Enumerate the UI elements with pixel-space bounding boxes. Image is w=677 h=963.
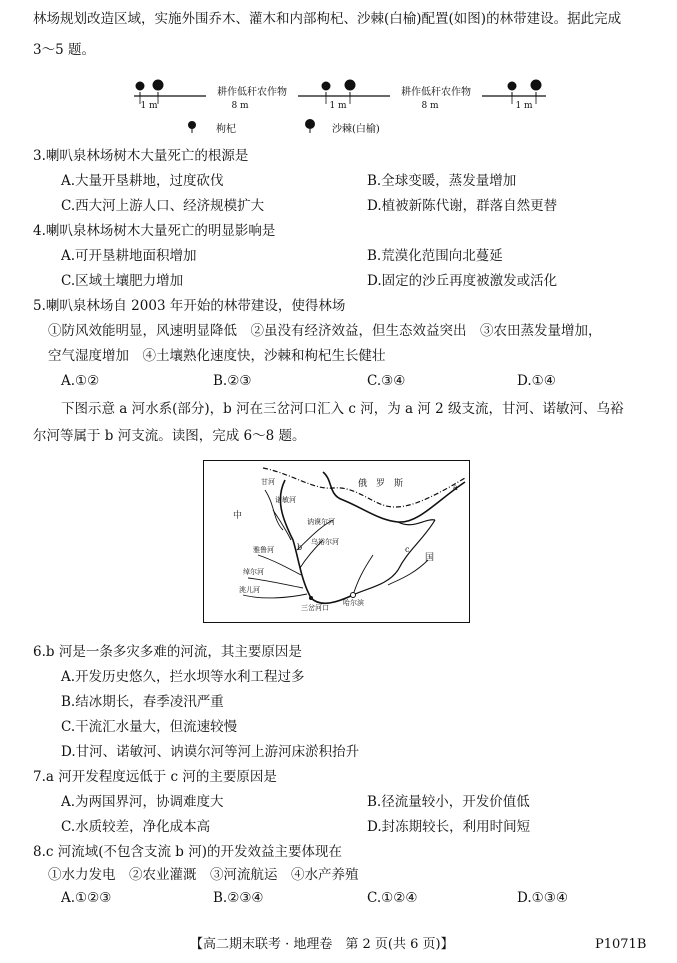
gouqi-icon [136, 82, 144, 90]
q5-option-b: B.②③ [213, 373, 252, 389]
q8-option-d: D.①③④ [517, 890, 568, 906]
q5-option-c: C.③④ [367, 373, 406, 389]
legend-shaji-icon [305, 119, 315, 129]
intro-line-2: 3～5 题。 [33, 42, 95, 58]
harbin-marker [351, 593, 356, 598]
q5-option-d: D.①④ [517, 373, 556, 389]
q3-option-a: A.大量开垦耕地，过度砍伐 [61, 173, 224, 189]
intro-line-1: 林场规划改造区域，实施外围乔木、灌木和内部枸杞、沙棘(白榆)配置(如图)的林带建设。据此完成 [33, 11, 622, 27]
label-china-left: 中 [233, 511, 243, 521]
dist-8m-right: 8 m [421, 101, 439, 111]
legend-gouqi-icon [188, 121, 196, 129]
dist-8m-left: 8 m [231, 101, 249, 111]
dist-1m-middle: 1 m [329, 101, 347, 111]
footer-title: 【高二期末联考 · 地理卷 第 2 页(共 6 页)】 [190, 937, 454, 952]
q8-option-b: B.②③④ [213, 890, 264, 906]
q7-option-a: A.为两国界河，协调难度大 [61, 794, 224, 810]
label-wuyuer-river: 乌裕尔河 [311, 538, 339, 546]
q6-stem: 6.b 河是一条多灾多难的河流，其主要原因是 [33, 644, 302, 660]
q8-option-a: A.①②③ [61, 890, 112, 906]
dist-1m-right: 1 m [515, 101, 533, 111]
shaji-icon [345, 80, 355, 90]
tree-group-left [136, 80, 163, 96]
q5-stem: 5.喇叭泉林场自 2003 年开始的林带建设，使得林场 [33, 298, 346, 314]
label-chuoer-river: 绰尔河 [243, 568, 264, 576]
label-china-right: 国 [425, 553, 435, 563]
label-a: a [453, 483, 458, 492]
q5-option-a: A.①② [61, 373, 100, 389]
crop-label-right: 耕作低秆农作物 [401, 87, 471, 98]
q8-items: ①水力发电 ②农业灌溉 ③河流航运 ④水产养殖 [48, 867, 359, 883]
label-russia: 俄 罗 斯 [358, 479, 404, 489]
legend-gouqi-label: 枸杞 [216, 124, 236, 135]
q5-items-line-1: ①防风效能明显，风速明显降低 ②虽没有经济效益，但生态效益突出 ③农田蒸发量增加， [48, 323, 602, 339]
q6-option-a: A.开发历史悠久，拦水坝等水利工程过多 [61, 669, 305, 685]
footer-code: P1071B [595, 937, 647, 952]
gouqi-icon [322, 82, 330, 90]
legend-shaji-label: 沙棘(白榆) [332, 124, 380, 135]
q4-option-c: C.区域土壤肥力增加 [61, 273, 184, 289]
q7-option-c: C.水质较差，净化成本高 [61, 819, 211, 835]
crop-label-left: 耕作低秆农作物 [217, 87, 287, 98]
q4-stem: 4.喇叭泉林场树木大量死亡的明显影响是 [33, 223, 276, 239]
label-gan-river: 甘河 [261, 478, 275, 486]
tree-group-right [508, 80, 541, 96]
q7-option-b: B.径流量较小，开发价值低 [367, 794, 530, 810]
q3-stem: 3.喇叭泉林场树木大量死亡的根源是 [33, 148, 249, 164]
label-b: b [297, 543, 303, 552]
dist-1m-left: 1 m [140, 101, 158, 111]
q3-option-d: D.植被新陈代谢，群落自然更替 [367, 198, 558, 214]
forest-belt-diagram [130, 78, 550, 140]
sanchahekou-marker [309, 596, 313, 600]
q7-option-d: D.封冻期较长，利用时间短 [367, 819, 531, 835]
label-sanchahekou: 三岔河口 [301, 604, 329, 612]
shaji-icon [531, 80, 541, 90]
q7-stem: 7.a 河开发程度远低于 c 河的主要原因是 [33, 769, 277, 785]
q6-option-b: B.结冰期长，春季凌汛严重 [61, 694, 224, 710]
label-harbin: 哈尔滨 [343, 599, 364, 607]
q6-option-d: D.甘河、诺敏河、讷谟尔河等河上游河床淤积抬升 [61, 744, 360, 760]
q3-option-c: C.西大河上游人口、经济规模扩大 [61, 198, 265, 214]
label-nuomin-river: 诺敏河 [275, 496, 296, 504]
q8-option-c: C.①②④ [367, 890, 418, 906]
q5-items-line-2: 空气湿度增加 ④土壤熟化速度快，沙棘和枸杞生长健壮 [48, 348, 386, 364]
q6-option-c: C.干流汇水量大，但流速较慢 [61, 719, 238, 735]
passage2-line-2: 尔河等属于 b 河支流。读图，完成 6～8 题。 [33, 428, 306, 444]
q4-option-b: B.荒漠化范围向北蔓延 [367, 248, 503, 264]
label-c: c [405, 545, 410, 554]
label-yalu-river: 雅鲁河 [253, 546, 274, 554]
shaji-icon [153, 80, 163, 90]
gouqi-icon [508, 82, 516, 90]
q4-option-a: A.可开垦耕地面积增加 [61, 248, 197, 264]
tree-group-middle [322, 80, 355, 96]
q3-option-b: B.全球变暖，蒸发量增加 [367, 173, 517, 189]
river-system-map [203, 460, 470, 623]
label-nemoer-river: 讷谟尔河 [307, 518, 335, 526]
q8-stem: 8.c 河流域(不包含支流 b 河)的开发效益主要体现在 [33, 844, 342, 860]
label-tao-river: 洮儿河 [239, 586, 260, 594]
q4-option-d: D.固定的沙丘再度被激发或活化 [367, 273, 558, 289]
passage2-line-1: 下图示意 a 河水系(部分)，b 河在三岔河口汇入 c 河，为 a 河 2 级支流，甘河、诺敏河、乌裕 [61, 401, 624, 417]
